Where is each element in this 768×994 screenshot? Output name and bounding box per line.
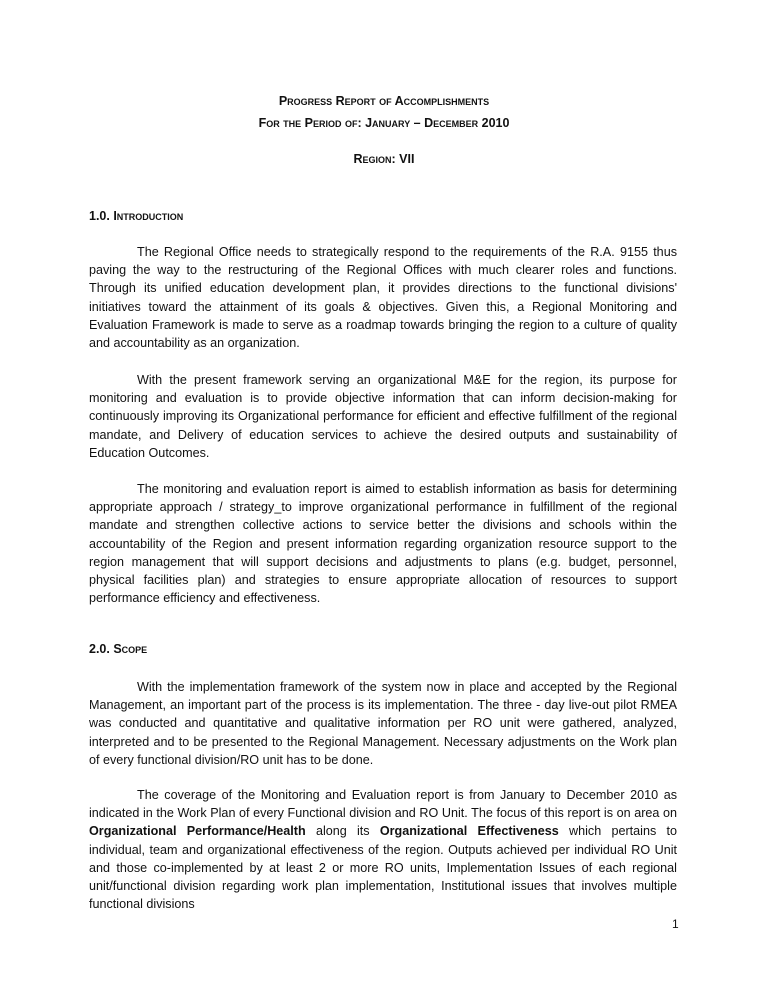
section-heading-introduction: 1.0. Introduction	[89, 209, 184, 223]
scope-paragraph-1: With the implementation framework of the system now in place and accepted by the Regional Management, an important part of the process is its implementation. The three - day live-out pilot RMEA was conducted and quantitative and qualitative information per RO unit were gathered, analyzed, interpreted and to be presented to the Regional Management. Necessary adjustments on the Work plan of every functional division/RO unit has to be done.	[89, 680, 677, 767]
section-heading-scope: 2.0. Scope	[89, 642, 148, 656]
report-title: Progress Report of Accomplishments	[278, 94, 490, 108]
intro-paragraph-3: The monitoring and evaluation report is aimed to establish information as basis for determining appropriate approach / strategy_to improve organizational performance in fulfillment of the regional mandate and strengthen collective actions to service better the divisions and schools within the accountability of the Region and present information regarding organization resource support to the region management that will support decisions and adjustments to plans (e.g. budget, personnel, physical facilities plan) and strategies to ensure appropriate allocation of resources to support performance efficiency and effectiveness.	[89, 482, 677, 606]
report-region: Region: VII	[353, 152, 415, 166]
page-number: 1	[672, 917, 679, 931]
intro-paragraph-2: With the present framework serving an organizational M&E for the region, its purpose for monitoring and evaluation is to provide objective information that can inform decision-making for continuously improving its Organizational performance for efficient and effective fulfillment of the regional mandate, and Delivery of education services to achieve the desired outputs and sustainability of Education Outcomes.	[89, 373, 677, 460]
scope-bold-organizational-effectiveness: Organizational Effectiveness	[379, 824, 559, 839]
intro-paragraph-1: The Regional Office needs to strategically respond to the requirements of the R.A. 9155 thus paving the way to the restructuring of the Regional Offices with much clearer roles and functions. Through its unified education development plan, it provides directions to the functional divisions' initiatives toward the attainment of its goals & objectives. Given this, a Regional Monitoring and Evaluation Framework is made to serve as a roadmap towards bringing the region to a culture of quality and accountability as an organization.	[89, 245, 677, 351]
scope-bold-organizational-performance: Organizational Performance/Health	[89, 824, 306, 839]
scope-text-1: The coverage of the Monitoring and Evaluation report is from January to December 2010 as indicated in the Work Plan of every Functional division and RO Unit. The focus of this report is on area on	[89, 788, 677, 821]
scope-text-2: along its	[305, 824, 380, 839]
scope-text-3: which pertains to individual, team and organizational effectiveness of the region. Outputs achieved per individual RO Unit and those co-implemented by at least 2 or more RO units, Implementation Issues of each regional unit/functional division regarding work plan implementation, Institutional issues that involves multiple functional divisions	[89, 824, 677, 912]
scope-paragraph-2	[89, 786, 677, 913]
report-period: For the Period of: January – December 2010	[258, 116, 510, 130]
